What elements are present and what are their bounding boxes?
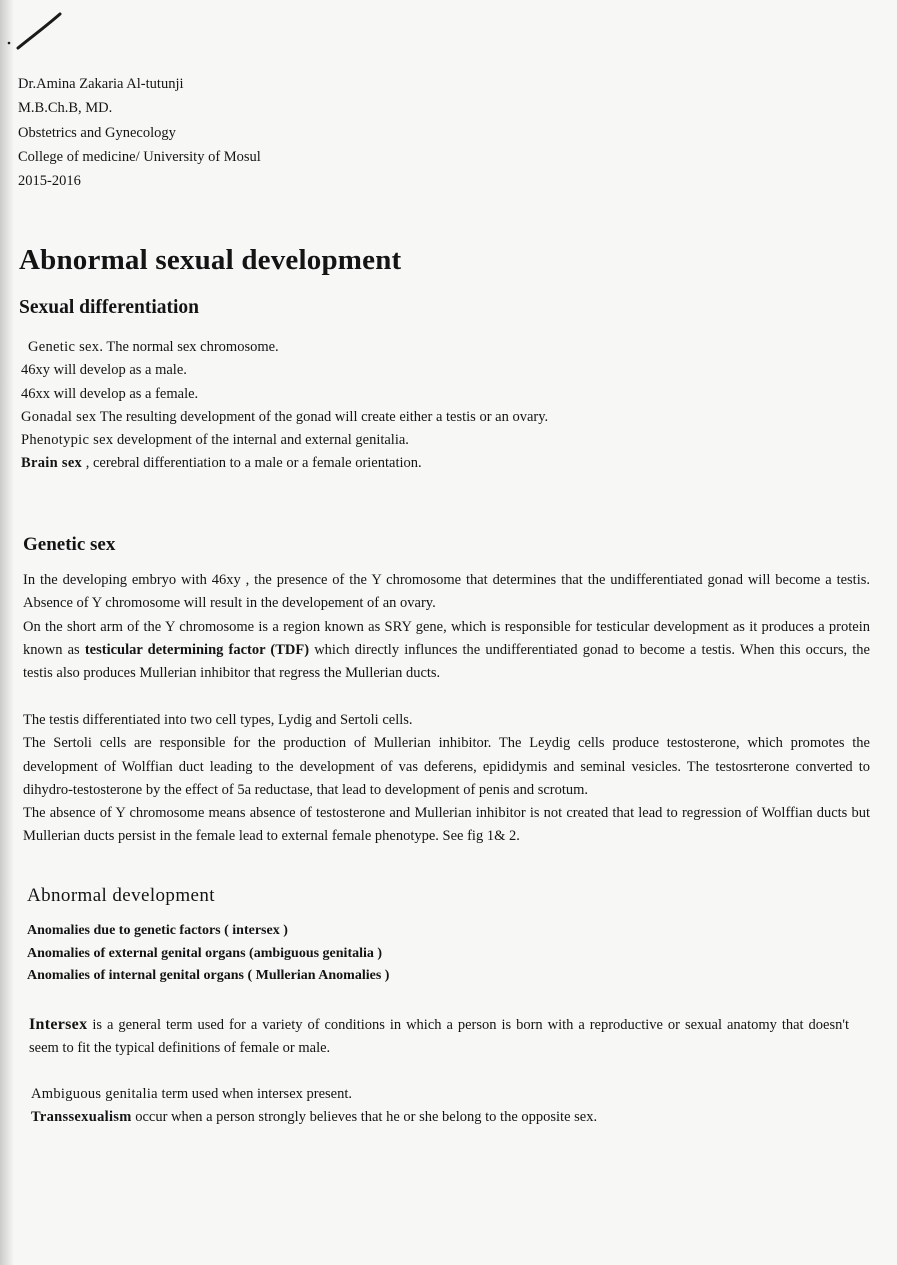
term-intersex: Intersex	[29, 1016, 88, 1033]
term-brain-sex: Brain sex	[21, 455, 83, 472]
text-brain-sex: , cerebral differentiation to a male or a female orientation.	[82, 455, 422, 472]
paragraph-span: term used when intersex present.	[157, 1086, 353, 1102]
heading-genetic-sex: Genetic sex	[23, 534, 116, 555]
definitions-list	[31, 1083, 597, 1130]
author-college: College of medicine/ University of Mosul	[18, 148, 261, 165]
author-degree: M.B.Ch.B, MD.	[18, 100, 113, 117]
text-phenotypic-sex: development of the internal and external genitalia.	[113, 432, 409, 449]
paragraph-text: The absence of Y chromosome means absence of testosterone and Mullerian inhibitor is not created that lead to regression of Wolffian ducts but Mullerian ducts persist in the female lead to external female phenotype. See fig 1& 2.	[23, 805, 870, 845]
text-gonadal-sex: The resulting development of the gonad will create either a testis or an ovary.	[96, 408, 549, 425]
page-edge-shadow	[0, 0, 14, 1265]
text-genetic-sex: . The normal sex chromosome.	[99, 339, 279, 355]
author-year: 2015-2016	[18, 173, 81, 190]
page-title: Abnormal sexual development	[19, 244, 402, 276]
term-ambiguous-genitalia: Ambiguous genitalia	[31, 1086, 158, 1102]
term-gonadal-sex: Gonadal sex	[21, 408, 97, 425]
list-item	[21, 429, 548, 452]
list-item	[21, 452, 548, 475]
paragraph-text: The Sertoli cells are responsible for the production of Mullerian inhibitor. The Leydig cells produce testosterone, which promotes the development of Wolffian duct leading to the development of vas deferens, epididymis and seminal vesicles. The testosrterone converted to dihydro-testosterone by the effect of 5a reductase, that lead to development of penis and scrotum.	[23, 735, 870, 798]
list-item: 46xx will develop as a female.	[21, 385, 199, 402]
term-transsexualism: Transsexualism	[31, 1109, 132, 1126]
paragraph-genetic-sex-2	[23, 709, 870, 849]
term-genetic-sex: Genetic sex	[28, 339, 100, 355]
list-item	[21, 336, 548, 359]
paragraph-span: which directly influnces the undifferentiated gonad to become a testis. When this occurs, the testis also produces Mullerian inhibitor that regress the Mullerian ducts.	[23, 641, 870, 682]
paragraph-text: In the developing embryo with 46xy , the presence of the Y chromosome that determines that the undifferentiated gonad will become a testis. Absence of Y chromosome will result in the developement of an ovary.	[23, 572, 870, 612]
term-phenotypic-sex: Phenotypic sex	[21, 432, 114, 449]
paragraph-span: occur when a person strongly believes that he or she belong to the opposite sex.	[131, 1109, 598, 1126]
list-item	[31, 1083, 597, 1106]
paragraph-span: On the short arm of the Y chromosome is a region known as SRY gene, which is responsible for testicular development as it produces a protein known as	[23, 618, 870, 658]
paragraph-text: The testis differentiated into two cell types, Lydig and Sertoli cells.	[23, 712, 413, 728]
list-item	[21, 406, 548, 429]
author-block	[18, 72, 261, 193]
list-item	[31, 1106, 597, 1129]
author-name: Dr.Amina Zakaria Al-tutunji	[18, 76, 184, 92]
pen-mark-icon	[4, 10, 64, 52]
paragraph-span: is a general term used for a variety of conditions in which a person is born with a reproductive or sexual anatomy that doesn't seem to fit the typical definitions of female or male.	[29, 1017, 849, 1057]
differentiation-list	[21, 336, 548, 476]
heading-sexual-differentiation: Sexual differentiation	[19, 297, 200, 318]
list-item: Anomalies of internal genital organs ( Mullerian Anomalies )	[27, 968, 390, 983]
paragraph-intersex	[29, 1013, 849, 1061]
term-tdf: testicular determining factor (TDF)	[84, 641, 310, 658]
list-item: 46xy will develop as a male.	[21, 362, 187, 379]
paragraph-text	[23, 616, 870, 686]
heading-abnormal-development: Abnormal development	[27, 885, 215, 906]
paragraph-genetic-sex-1	[23, 569, 870, 685]
anomalies-list	[27, 920, 389, 988]
list-item: Anomalies due to genetic factors ( intersex )	[27, 923, 288, 938]
author-department: Obstetrics and Gynecology	[18, 124, 176, 141]
list-item: Anomalies of external genital organs (ambiguous genitalia )	[27, 945, 383, 961]
